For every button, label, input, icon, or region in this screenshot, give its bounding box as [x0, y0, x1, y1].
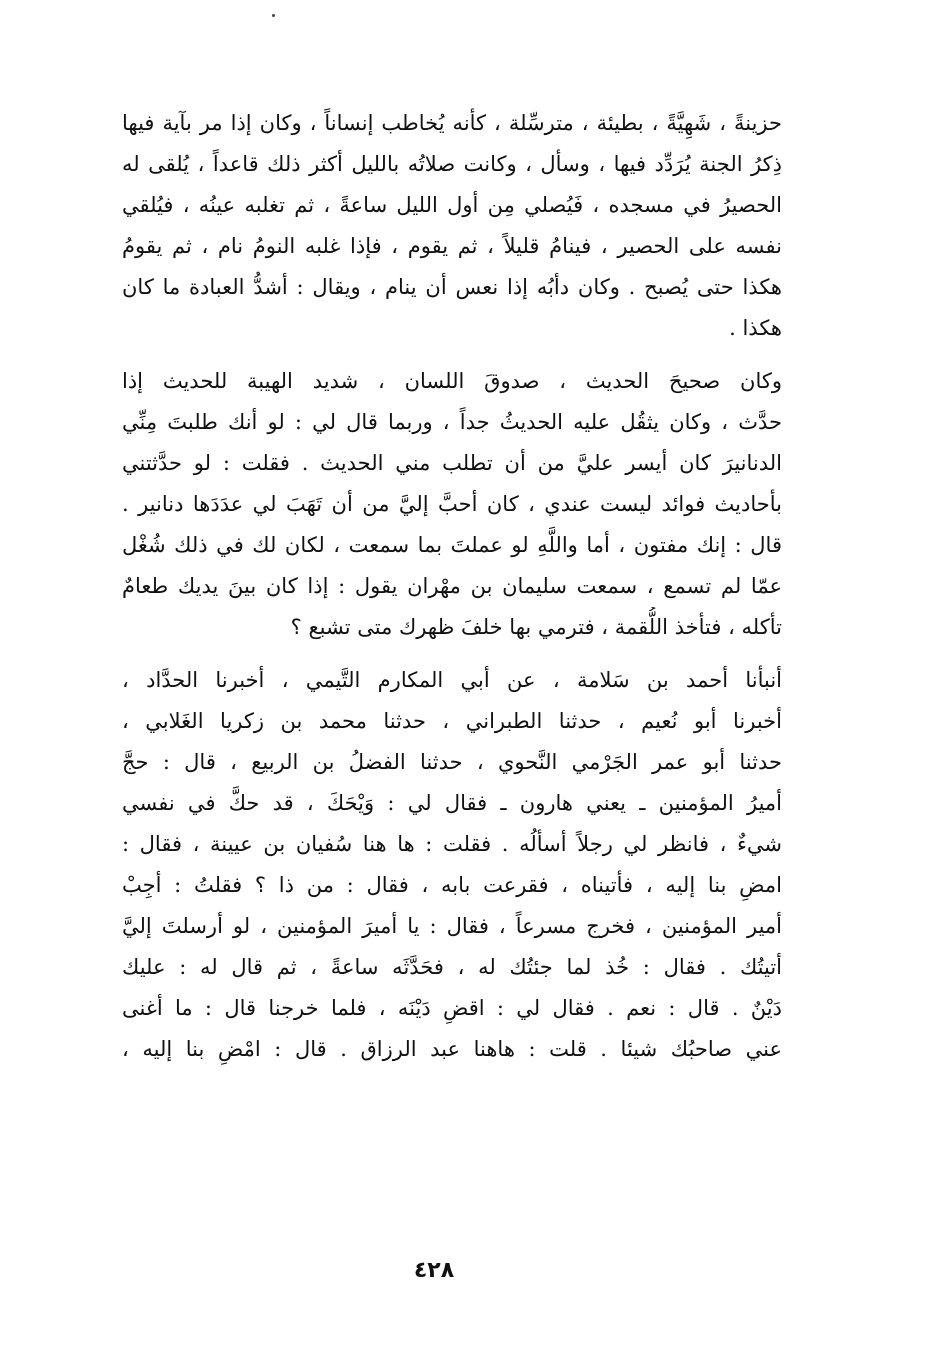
text-line: شيءٌ ، فانظر لي رجلاً أسألُه . فقلت : ها هنا سُفيان بن عيينة ، فقال : — [122, 832, 782, 856]
text-line: وكان صحيحَ الحديث ، صدوقَ اللسان ، شديد الهيبة للحديث إذا — [122, 369, 782, 393]
paragraph — [122, 660, 782, 1070]
text-line: نفسه على الحصير ، فينامُ قليلاً ، ثم يقوم ، فإذا غلبه النومُ نام ، ثم يقومُ — [122, 234, 782, 258]
text-line: ذِكرُ الجنة يُرَدِّد فيها ، وسأل ، وكانت صلاتُه بالليل أكثر ذلك قاعداً ، يُلقى له — [122, 152, 782, 176]
paragraph — [122, 361, 782, 648]
text-line: تأكله ، فتأخذ اللُّقمة ، فترمي بها خلفَ ظهرك متى تشبع ؟ — [290, 615, 782, 639]
paragraph-gap — [122, 349, 782, 361]
text-line: حدَّث ، وكان يثقُل عليه الحديثُ جداً ، وربما قال لي : لو أنك طلبتَ مِنِّي — [122, 410, 782, 434]
text-line: عني صاحبُك شيئا . قلت : هاهنا عبد الرزاق . قال : امْضِ بنا إليه ، — [122, 1037, 782, 1061]
page-number: ٤٢٨ — [413, 1258, 455, 1283]
top-dot-mark — [272, 14, 275, 17]
text-line: حدثنا أبو عمر الجَرْمي النَّحوي ، حدثنا الفضلُ بن الربيع ، قال : حجَّ — [122, 750, 782, 774]
text-line: الدنانيرَ كان أيسر عليَّ من أن تطلب مني الحديث . فقلت : لو حدَّثتني — [122, 451, 782, 475]
text-line: عمّا لم تسمع ، سمعت سليمان بن مهْران يقول : إذا كان بينَ يديك طعامٌ — [122, 574, 782, 598]
text-line: هكذا . — [729, 316, 782, 340]
text-line: امضِ بنا إليه ، فأتيناه ، فقرعت بابه ، فقال : من ذا ؟ فقلتُ : أجِبْ — [122, 873, 782, 897]
page-body — [122, 103, 782, 1070]
text-line: أميرُ المؤمنين ـ يعني هارون ـ فقال لي : وَيْحَكَ ، قد حكَّ في نفسي — [122, 791, 782, 815]
text-line: أمير المؤمنين ، فخرج مسرعاً ، فقال : يا أميرَ المؤمنين ، لو أرسلتَ إليَّ — [122, 914, 782, 938]
paragraph — [122, 103, 782, 349]
text-line: أتيتُك . فقال : خُذ لما جئتُك له ، فحَدَّثَه ساعةً ، ثم قال له : عليك — [122, 955, 782, 979]
paragraph-gap — [122, 648, 782, 660]
text-line: دَيْنٌ . قال : نعم . فقال لي : اقضِ دَيْنَه ، فلما خرجنا قال : ما أغنى — [122, 996, 782, 1020]
text-line: هكذا حتى يُصبح . وكان دأبُه إذا نعس أن ينام ، ويقال : أشدُّ العبادة ما كان — [122, 275, 782, 299]
text-line: أخبرنا أبو نُعيم ، حدثنا الطبراني ، حدثنا محمد بن زكريا الغَلابي ، — [122, 709, 782, 733]
text-line: أنبأنا أحمد بن سَلامة ، عن أبي المكارم التَّيمي ، أخبرنا الحدَّاد ، — [122, 668, 782, 692]
text-line: الحصيرُ في مسجده ، فَيُصلي مِن أول الليل ساعةً ، ثم تغلبه عينُه ، فيُلقي — [122, 193, 782, 217]
text-line: قال : إنك مفتون ، أما واللَّهِ لو عملتَ بما سمعت ، لكان لك في ذلك شُغْل — [122, 533, 782, 557]
text-line: بأحاديث فوائد ليست عندي ، كان أحبَّ إليَّ من أن تَهَبَ لي عدَدَها دنانير . — [122, 492, 782, 516]
text-line: حزينةً ، شَهِيَّةً ، بطيئة ، مترسِّلة ، كأنه يُخاطب إنساناً ، وكان إذا مر بآية فيها — [122, 111, 782, 135]
